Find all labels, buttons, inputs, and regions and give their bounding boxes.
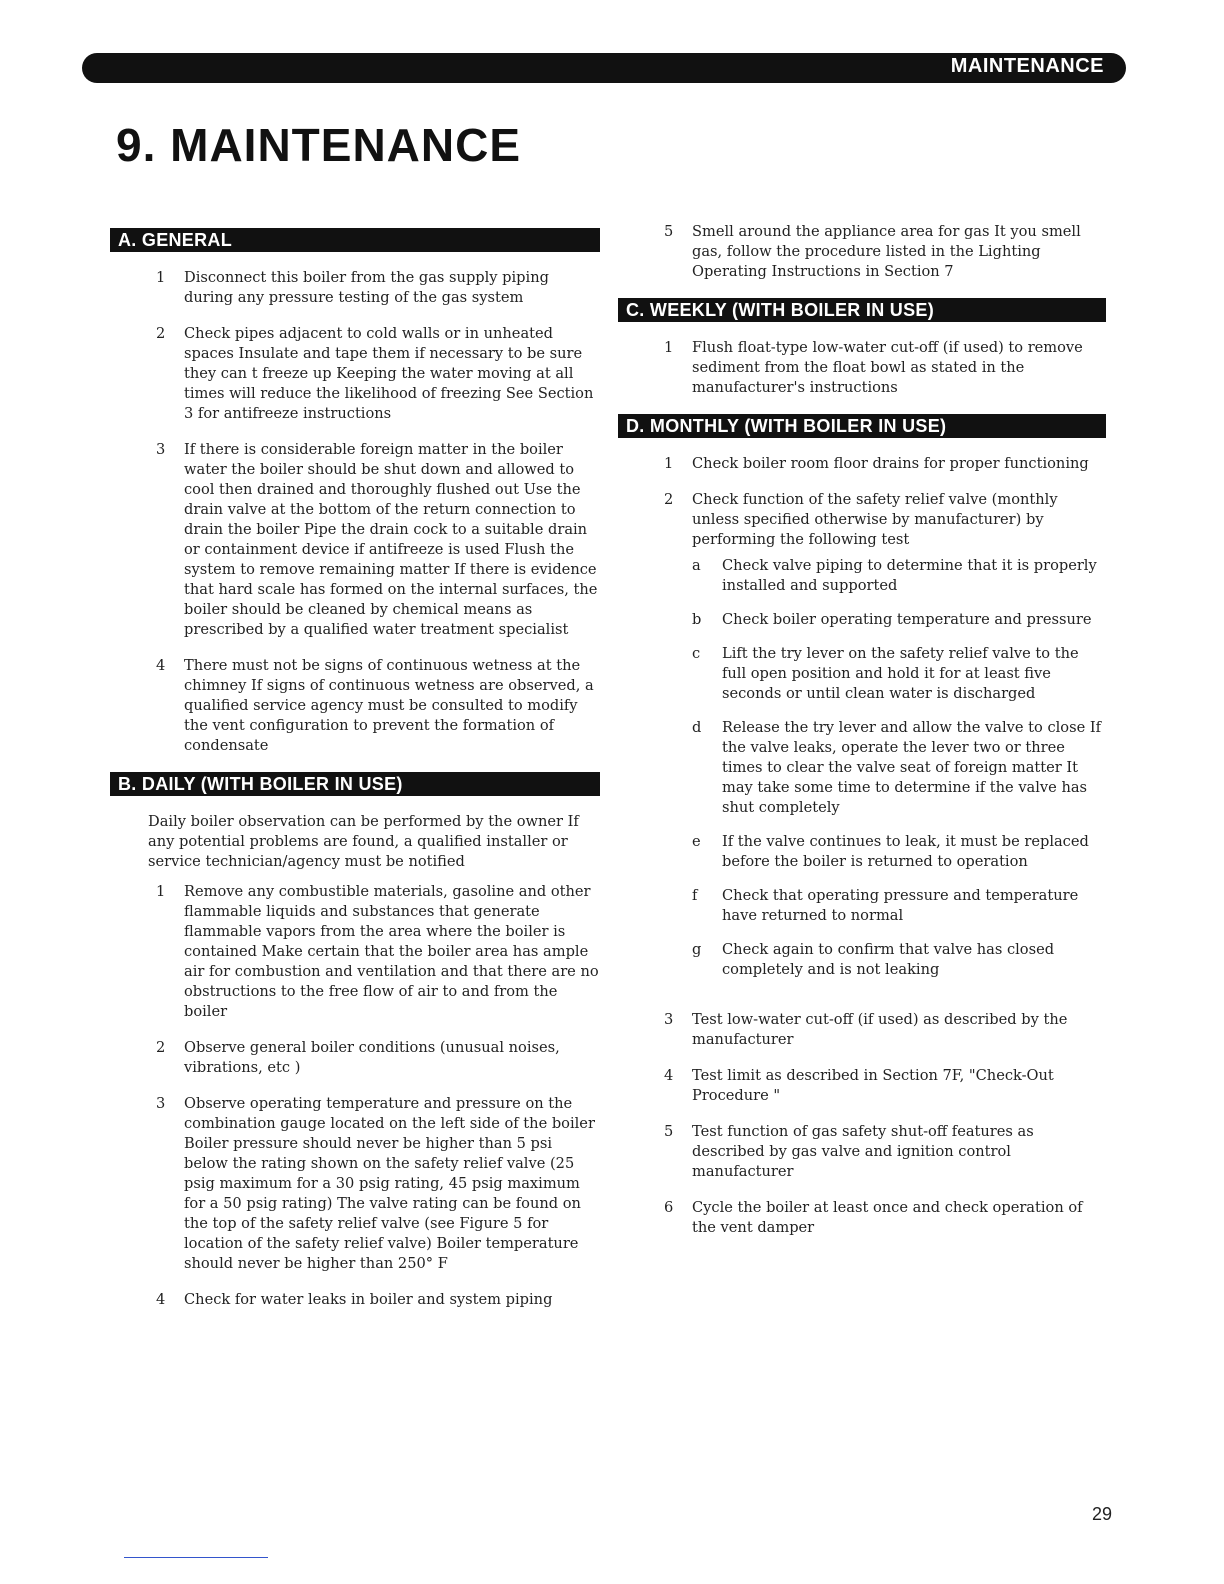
item-text: Check boiler room floor drains for proper functioning [692, 455, 1089, 472]
weekly-list [618, 338, 1106, 398]
sub-item-letter: a [692, 557, 701, 574]
item-number: 1 [156, 883, 166, 900]
list-item [618, 490, 1106, 994]
general-list-continued [618, 222, 1106, 282]
item-number: 5 [664, 1123, 674, 1140]
sub-item-text: Lift the try lever on the safety relief valve to the full open position and hold it for at least five seconds or until clean water is discharged [722, 645, 1079, 702]
sub-item-letter: d [692, 719, 702, 736]
right-column [618, 222, 1106, 1254]
page-number: 29 [1092, 1504, 1113, 1524]
item-number: 4 [664, 1067, 674, 1084]
item-number: 3 [156, 441, 166, 458]
item-number: 2 [156, 1039, 166, 1056]
sub-list [692, 556, 1106, 980]
item-text: Test limit as described in Section 7F, "Check-Out Procedure " [692, 1067, 1054, 1104]
section-heading-daily: B. DAILY (WITH BOILER IN USE) [110, 772, 600, 796]
list-item [110, 1038, 600, 1078]
sub-item-text: Release the try lever and allow the valve to close If the valve leaks, operate the lever two or three times to clear the valve seat of foreign matter It may take some time to determine if the valve has shut completely [722, 719, 1102, 816]
list-item [618, 454, 1106, 474]
sub-item [692, 718, 1106, 818]
item-text: If there is considerable foreign matter in the boiler water the boiler should be shut down and allowed to cool then drained and thoroughly flushed out Use the drain valve at the bottom of the return connection to drain the boiler Pipe the drain cock to a suitable drain or containment device if antifreeze is used Flush the system to remove remaining matter If there is evidence that hard scale has formed on the internal surfaces, the boiler should be cleaned by chemical means as prescribed by a qualified water treatment specialist [184, 441, 598, 638]
section-heading-monthly: D. MONTHLY (WITH BOILER IN USE) [618, 414, 1106, 438]
sub-item [692, 556, 1106, 596]
sub-item [692, 886, 1106, 926]
general-list [110, 268, 600, 756]
item-number: 2 [664, 491, 674, 508]
item-text: Test function of gas safety shut-off features as described by gas valve and ignition control manufacturer [692, 1123, 1034, 1180]
list-item [110, 1094, 600, 1274]
sub-item-text: Check that operating pressure and temperature have returned to normal [722, 887, 1079, 924]
list-item [618, 222, 1106, 282]
list-item [618, 1010, 1106, 1050]
item-text: There must not be signs of continuous wetness at the chimney If signs of continuous wetness are observed, a qualified service agency must be consulted to modify the vent configuration to prevent the formation of condensate [184, 657, 594, 754]
item-text: Disconnect this boiler from the gas supply piping during any pressure testing of the gas system [184, 269, 549, 306]
list-item [618, 1066, 1106, 1106]
item-text: Remove any combustible materials, gasoline and other flammable liquids and substances that generate flammable vapors from the area where the boiler is contained Make certain that the boiler area has ample air for combustion and ventilation and that there are no obstructions to the free flow of air to and from the boiler [184, 883, 599, 1020]
list-item [618, 1198, 1106, 1238]
item-number: 1 [664, 339, 674, 356]
list-item [110, 268, 600, 308]
item-number: 5 [664, 223, 674, 240]
footer-rule [124, 1557, 268, 1558]
header-label: MAINTENANCE [950, 55, 1104, 77]
left-column [110, 228, 600, 1326]
list-item [110, 440, 600, 640]
list-item [110, 656, 600, 756]
daily-intro: Daily boiler observation can be performed by the owner If any potential problems are found, a qualified installer or service technician/agency must be notified [148, 813, 579, 870]
sub-item-letter: g [692, 941, 702, 958]
item-text: Test low-water cut-off (if used) as described by the manufacturer [692, 1011, 1068, 1048]
item-text: Observe general boiler conditions (unusual noises, vibrations, etc ) [184, 1039, 560, 1076]
sub-item [692, 644, 1106, 704]
item-number: 3 [156, 1095, 166, 1112]
item-number: 1 [156, 269, 166, 286]
sub-item-letter: f [692, 887, 698, 904]
item-text: Check pipes adjacent to cold walls or in unheated spaces Insulate and tape them if necessary to be sure they can t freeze up Keeping the water moving at all times will reduce the likelihood of freezing See Section 3 for antifreeze instructions [184, 325, 594, 422]
page-title: 9. MAINTENANCE [116, 119, 522, 171]
item-number: 2 [156, 325, 166, 342]
item-number: 3 [664, 1011, 674, 1028]
sub-item-letter: c [692, 645, 701, 662]
sub-item-text: If the valve continues to leak, it must be replaced before the boiler is returned to operation [722, 833, 1089, 870]
item-number: 4 [156, 1291, 166, 1308]
section-heading-weekly: C. WEEKLY (WITH BOILER IN USE) [618, 298, 1106, 322]
header-bar [82, 53, 1126, 83]
item-number: 4 [156, 657, 166, 674]
item-number: 1 [664, 455, 674, 472]
item-text: Smell around the appliance area for gas It you smell gas, follow the procedure listed in the Lighting Operating Instructions in Section 7 [692, 223, 1081, 280]
sub-item [692, 832, 1106, 872]
sub-item-letter: e [692, 833, 701, 850]
item-text: Observe operating temperature and pressure on the combination gauge located on the left side of the boiler Boiler pressure should never be higher than 5 psi below the rating shown on the safety relief valve (25 psig maximum for a 30 psig rating, 45 psig maximum for a 50 psig rating) The valve rating can be found on the top of the safety relief valve (see Figure 5 for location of the safety relief valve) Boiler temperature should never be higher than 250° F [184, 1095, 595, 1272]
item-text: Cycle the boiler at least once and check operation of the vent damper [692, 1199, 1083, 1236]
item-number: 6 [664, 1199, 674, 1216]
daily-list [110, 812, 600, 1310]
sub-item-text: Check again to confirm that valve has closed completely and is not leaking [722, 941, 1055, 978]
item-text: Check function of the safety relief valve (monthly unless specified otherwise by manufacturer) by performing the following test [692, 491, 1058, 548]
list-item [618, 338, 1106, 398]
item-text: Flush float-type low-water cut-off (if used) to remove sediment from the float bowl as stated in the manufacturer's instructions [692, 339, 1083, 396]
sub-item [692, 610, 1106, 630]
sub-item [692, 940, 1106, 980]
list-item [110, 324, 600, 424]
item-body [692, 490, 1106, 994]
sub-item-text: Check valve piping to determine that it is properly installed and supported [722, 557, 1097, 594]
list-item [110, 882, 600, 1022]
list-item [618, 1122, 1106, 1182]
sub-item-letter: b [692, 611, 702, 628]
sub-item-text: Check boiler operating temperature and pressure [722, 611, 1092, 628]
list-item [110, 1290, 600, 1310]
item-text: Check for water leaks in boiler and system piping [184, 1291, 553, 1308]
section-heading-general: A. GENERAL [110, 228, 600, 252]
monthly-list [618, 454, 1106, 1238]
